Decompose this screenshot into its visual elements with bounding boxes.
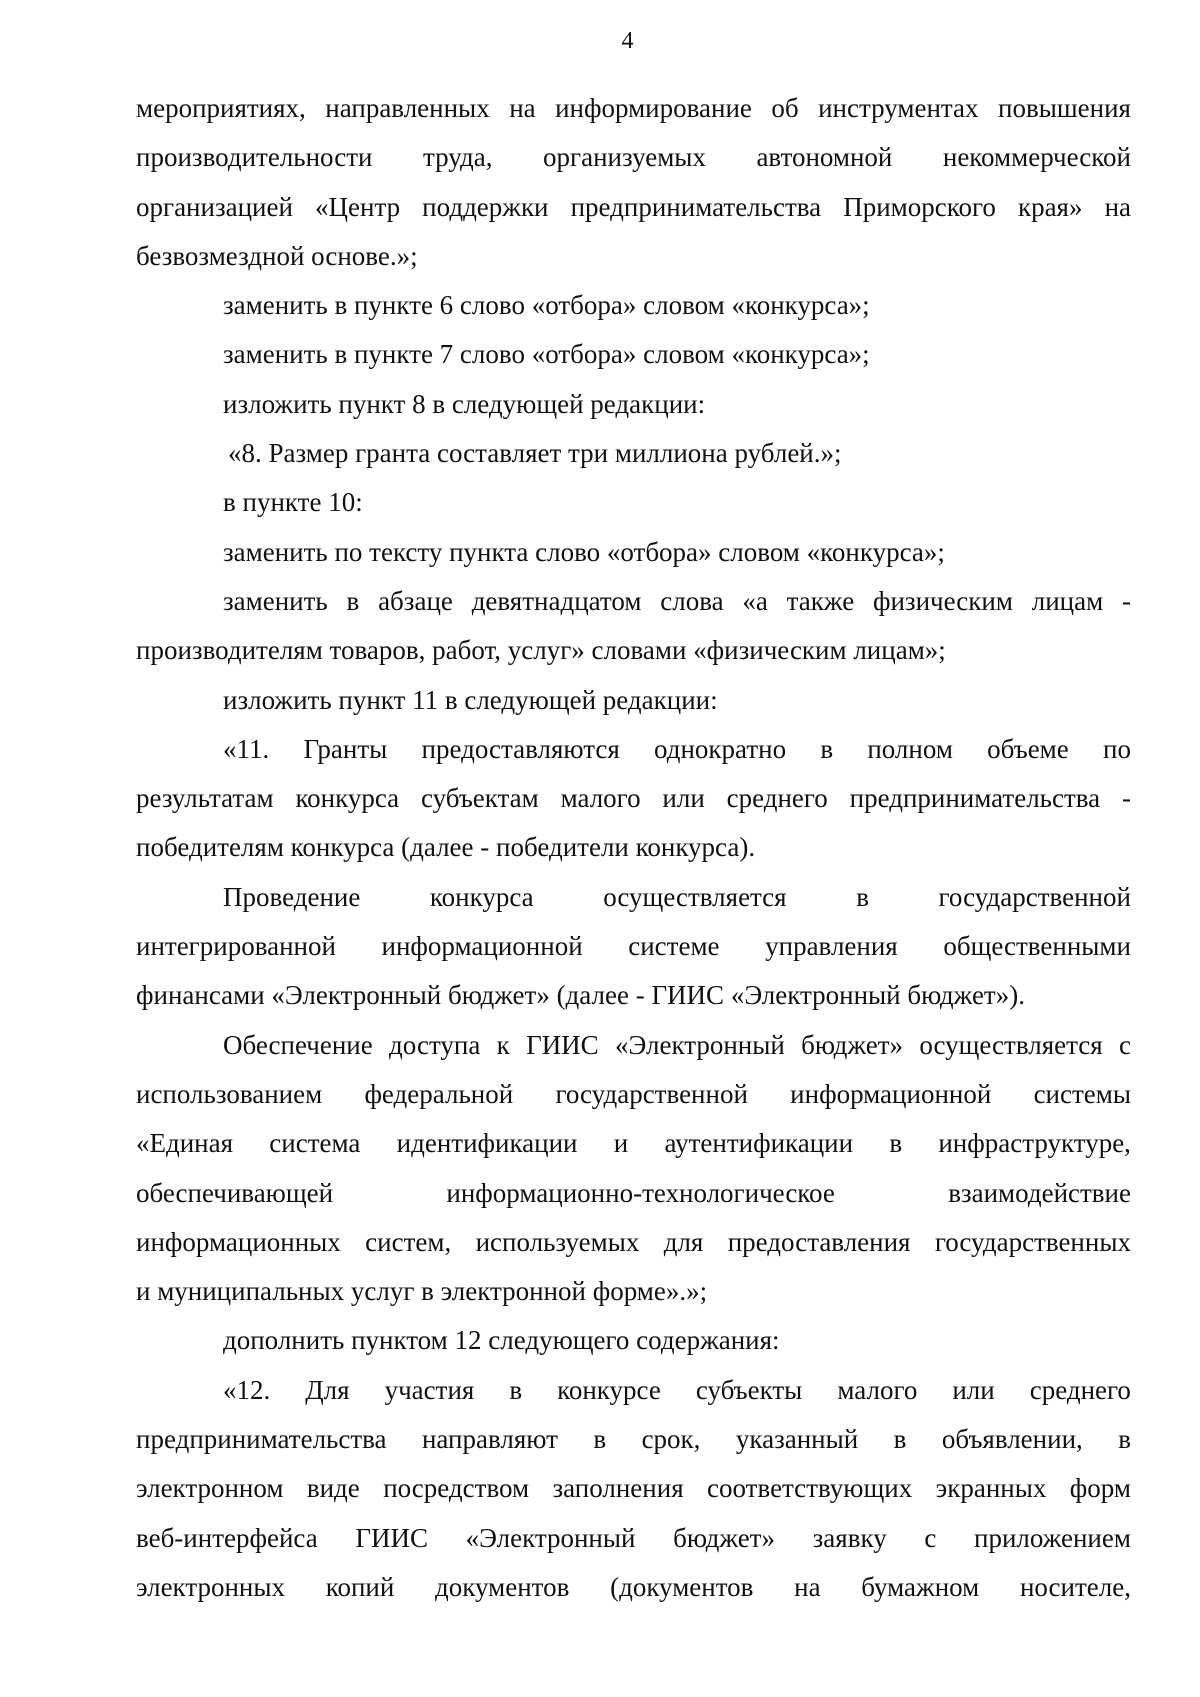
word: инфраструктуре, <box>938 1128 1131 1159</box>
word: информационной <box>790 1078 992 1109</box>
word: поддержки <box>422 191 549 222</box>
text-line: финансами «Электронный бюджет» (далее - ГИИС «Электронный бюджет»). <box>136 980 1025 1011</box>
word: аутентификации <box>664 1128 854 1159</box>
word: предоставления <box>727 1226 911 1257</box>
text-line <box>136 725 1131 774</box>
word: - <box>1121 585 1131 616</box>
word: виде <box>306 1473 360 1504</box>
word: по <box>1103 733 1131 764</box>
word: используемых <box>475 1226 640 1257</box>
word: доступа <box>389 1029 481 1060</box>
word: «11. <box>223 733 270 764</box>
word: соответствующих <box>707 1473 913 1504</box>
word: и <box>613 1128 629 1159</box>
word: на <box>1104 191 1131 222</box>
word: государственной <box>555 1078 748 1109</box>
word: автономной <box>756 142 893 173</box>
word: объявлении, <box>941 1424 1083 1455</box>
word: электронных <box>136 1571 285 1602</box>
word: в <box>889 1128 903 1159</box>
word: также <box>786 585 855 616</box>
word: направляют <box>421 1424 558 1455</box>
word: в <box>346 585 360 616</box>
word: малого <box>560 783 641 814</box>
word: полном <box>867 733 953 764</box>
word: обеспечивающей <box>136 1177 334 1208</box>
text-line: победителям конкурса (далее - победители конкурса). <box>136 832 756 863</box>
word: абзаце <box>378 585 453 616</box>
word: об <box>771 93 799 123</box>
word: участия <box>384 1374 475 1405</box>
word: инструментах <box>818 93 979 123</box>
word: лицам <box>1031 585 1104 616</box>
word: в <box>893 1424 907 1455</box>
word: бюджет» <box>673 1522 775 1553</box>
text-line <box>136 133 1131 182</box>
word: интегрированной <box>136 931 336 962</box>
word: «Электронный <box>615 1029 785 1060</box>
word: ГИИС <box>526 1029 599 1060</box>
word: системе <box>628 931 720 962</box>
word: конкурса <box>295 783 400 814</box>
word: система <box>269 1128 361 1159</box>
word: мероприятиях, <box>136 93 306 123</box>
word: идентификации <box>396 1128 578 1159</box>
word: субъекты <box>695 1374 803 1405</box>
text-line <box>136 1021 1131 1070</box>
word: с <box>1118 1029 1131 1060</box>
word: края» <box>1017 191 1083 222</box>
word: для <box>663 1226 704 1257</box>
text-line: и муниципальных услуг в электронной форме».»; <box>136 1276 708 1307</box>
word: предпринимательства <box>849 783 1101 814</box>
text-line <box>136 1218 1131 1267</box>
text-line <box>136 1563 1131 1612</box>
text-line <box>136 1464 1131 1513</box>
word: предпринимательства <box>136 1424 387 1455</box>
word: информирование <box>555 93 752 123</box>
text-line <box>136 1070 1131 1119</box>
word: малого <box>837 1374 918 1405</box>
word: предпринимательства <box>570 191 822 222</box>
word: - <box>1121 783 1131 814</box>
word: повышения <box>998 93 1131 123</box>
word: конкурсе <box>557 1374 661 1405</box>
word: девятнадцатом <box>471 585 642 616</box>
text-line <box>136 84 1131 133</box>
text-line <box>136 1514 1131 1563</box>
word: среднего <box>1029 1374 1131 1405</box>
text-line <box>136 873 1131 922</box>
text-line: заменить в пункте 7 слово «отбора» словом «конкурса»; <box>223 339 870 370</box>
word: посредством <box>383 1473 530 1504</box>
word: информационных <box>136 1226 341 1257</box>
word: управления <box>765 931 898 962</box>
word: труда, <box>422 142 493 173</box>
word: Приморского <box>843 191 996 222</box>
word: взаимодействие <box>948 1177 1131 1208</box>
text-line <box>136 577 1131 626</box>
word: слова <box>660 585 724 616</box>
word: систем, <box>365 1226 452 1257</box>
word: бюджет» <box>801 1029 903 1060</box>
word: осуществляется <box>919 1029 1103 1060</box>
word: приложением <box>974 1522 1131 1553</box>
word: к <box>496 1029 510 1060</box>
word: Обеспечение <box>223 1029 373 1060</box>
document-body <box>136 84 1131 1612</box>
word: среднего <box>726 783 828 814</box>
text-line <box>136 1169 1131 1218</box>
word: копий <box>325 1571 395 1602</box>
word: «Электронный <box>465 1522 636 1553</box>
word: результатам <box>136 783 274 814</box>
word: срок, <box>641 1424 701 1455</box>
text-line: безвозмездной основе.»; <box>136 240 418 271</box>
word: физическим <box>872 585 1013 616</box>
text-line: дополнить пунктом 12 следующего содержания: <box>223 1325 780 1356</box>
word: «Центр <box>315 191 401 222</box>
word: бумажном <box>861 1571 980 1602</box>
page-number: 4 <box>621 28 634 54</box>
word: однократно <box>654 733 787 764</box>
word: в <box>509 1374 523 1405</box>
word: Проведение <box>223 881 361 912</box>
text-line: изложить пункт 11 в следующей редакции: <box>223 684 718 715</box>
word: направленных <box>325 93 490 123</box>
word: ГИИС <box>355 1522 428 1553</box>
word: или <box>662 783 705 814</box>
word: на <box>794 1571 821 1602</box>
word: информационно-технологическое <box>446 1177 835 1208</box>
text-line: заменить в пункте 6 слово «отбора» словом «конкурса»; <box>223 290 870 321</box>
text-line: заменить по тексту пункта слово «отбора» словом «конкурса»; <box>223 536 945 567</box>
word: веб-интерфейса <box>136 1522 318 1553</box>
word: с <box>924 1522 937 1553</box>
word: «12. <box>223 1374 271 1405</box>
word: указанный <box>735 1424 859 1455</box>
text-line: в пункте 10: <box>223 487 363 518</box>
word: заменить <box>223 585 328 616</box>
text-line <box>136 1366 1131 1415</box>
word: федеральной <box>364 1078 514 1109</box>
word: использованием <box>136 1078 323 1109</box>
word: в <box>1118 1424 1131 1455</box>
word: Гранты <box>303 733 388 764</box>
word: системы <box>1033 1078 1131 1109</box>
word: общественными <box>943 931 1131 962</box>
word: производительности <box>136 142 373 173</box>
word: объеме <box>987 733 1069 764</box>
word: экранных <box>935 1473 1047 1504</box>
word: электронном <box>136 1473 284 1504</box>
word: организуемых <box>543 142 706 173</box>
word: в <box>856 881 869 912</box>
text-line <box>136 183 1131 232</box>
word: «а <box>742 585 768 616</box>
word: государственной <box>938 881 1131 912</box>
word: в <box>820 733 834 764</box>
word: субъектам <box>421 783 539 814</box>
word: конкурса <box>429 881 534 912</box>
word: государственных <box>934 1226 1131 1257</box>
word: документов <box>435 1571 570 1602</box>
word: носителе, <box>1019 1571 1131 1602</box>
word: осуществляется <box>603 881 787 912</box>
text-line <box>136 922 1131 971</box>
word: «Единая <box>136 1128 234 1159</box>
word: в <box>593 1424 607 1455</box>
text-line: производителям товаров, работ, услуг» словами «физическим лицам»; <box>136 635 946 666</box>
text-line: «8. Размер гранта составляет три миллиона рублей.»; <box>228 438 842 469</box>
word: на <box>509 93 536 123</box>
word: организацией <box>136 191 293 222</box>
word: предоставляются <box>421 733 620 764</box>
word: форм <box>1069 1473 1131 1504</box>
word: информационной <box>381 931 583 962</box>
word: заявку <box>812 1522 887 1553</box>
word: или <box>952 1374 995 1405</box>
word: заполнения <box>552 1473 684 1504</box>
text-line: изложить пункт 8 в следующей редакции: <box>223 388 706 419</box>
word: (документов <box>610 1571 754 1602</box>
text-line <box>136 1119 1131 1168</box>
text-line <box>136 774 1131 823</box>
word: Для <box>305 1374 350 1405</box>
text-line <box>136 1415 1131 1464</box>
word: некоммерческой <box>942 142 1131 173</box>
